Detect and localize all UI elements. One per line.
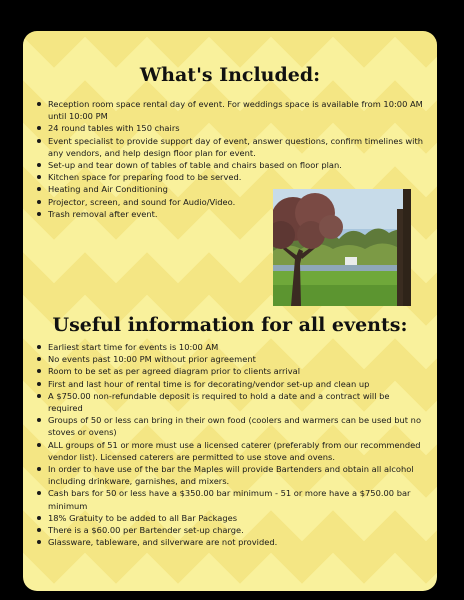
- list-item: Groups of 50 or less can bring in their own food (coolers and warmers can be used but no stoves or ovens): [36, 414, 426, 438]
- list-item: First and last hour of rental time is for decorating/vendor set-up and clean up: [36, 378, 426, 390]
- list-item: Set-up and tear down of tables of table and chairs based on floor plan.: [36, 159, 426, 171]
- list-item: There is a $60.00 per Bartender set-up charge.: [36, 524, 426, 536]
- list-item: Cash bars for 50 or less have a $350.00 bar minimum - 51 or more have a $750.00 bar minimum: [36, 487, 426, 511]
- list-item: Earliest start time for events is 10:00 AM: [36, 341, 426, 353]
- info-card: [23, 31, 437, 591]
- list-item: 18% Gratuity to be added to all Bar Packages: [36, 512, 426, 524]
- useful-info-list: [36, 341, 426, 548]
- list-item: Glassware, tableware, and silverware are not provided.: [36, 536, 426, 548]
- list-item: Projector, screen, and sound for Audio/Video.: [36, 196, 278, 208]
- list-item: Kitchen space for preparing food to be served.: [36, 171, 278, 183]
- list-item: No events past 10:00 PM without prior agreement: [36, 353, 426, 365]
- useful-information-heading: Useful information for all events:: [52, 314, 408, 336]
- whats-included-heading: What's Included:: [139, 64, 321, 86]
- list-item: Reception room space rental day of event. For weddings space is available from 10:00 AM until 10:00 PM: [36, 98, 426, 122]
- list-item: 24 round tables with 150 chairs: [36, 122, 426, 134]
- list-item: ALL groups of 51 or more must use a licensed caterer (preferably from our recommended vendor list). Licensed caterers are permitted to use stove and ovens.: [36, 439, 426, 463]
- park-tree-photo: [273, 189, 411, 306]
- list-item: Event specialist to provide support day of event, answer questions, confirm timelines with any vendors, and help design floor plan for event.: [36, 135, 426, 159]
- list-item: Room to be set as per agreed diagram prior to clients arrival: [36, 365, 426, 377]
- list-item: Trash removal after event.: [36, 208, 278, 220]
- list-item: Heating and Air Conditioning: [36, 183, 278, 195]
- list-item: A $750.00 non-refundable deposit is required to hold a date and a contract will be required: [36, 390, 426, 414]
- list-item: In order to have use of the bar the Maples will provide Bartenders and obtain all alcohol including drinkware, garnishes, and mixers.: [36, 463, 426, 487]
